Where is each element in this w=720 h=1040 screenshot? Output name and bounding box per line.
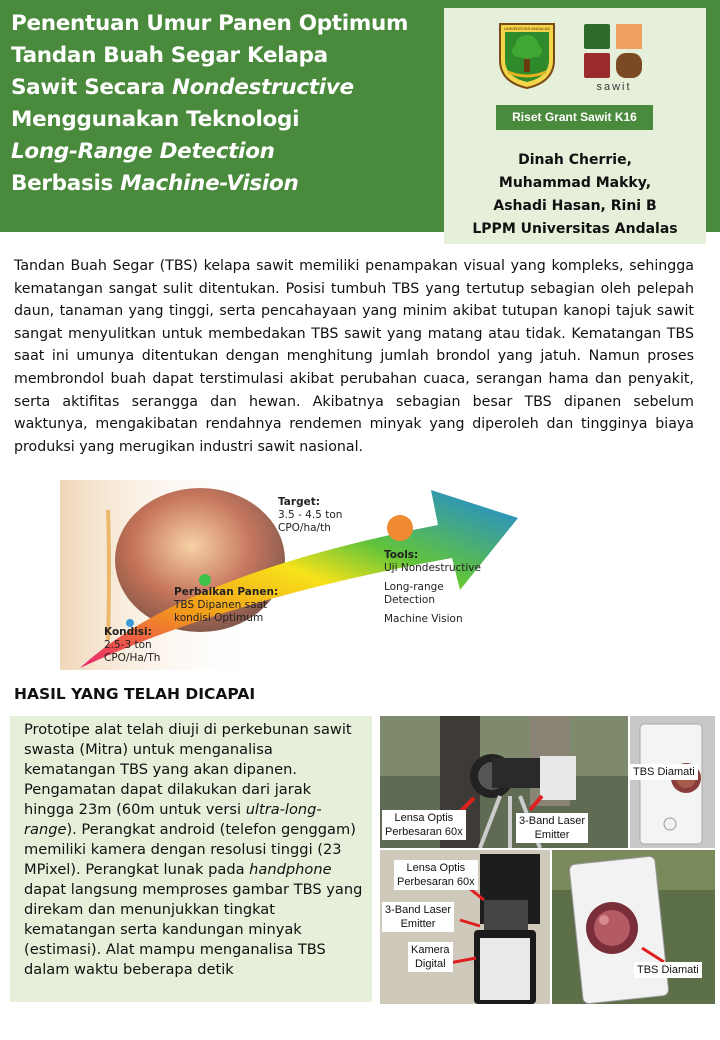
roadmap-kondisi-line-1: 2.5-3 ton (104, 639, 152, 651)
label-tbs-top: TBS Diamati (630, 764, 698, 780)
title-line-1: Penentuan Umur Panen Optimum (11, 11, 409, 36)
grant-badge: Riset Grant Sawit K16 (496, 105, 653, 130)
author-line-2: Muhammad Makky, (498, 175, 652, 191)
author-panel (444, 8, 706, 244)
roadmap-tools-line-3: Detection (384, 594, 436, 606)
label-laser-bottom-line-1: 3-Band Laser (385, 904, 452, 916)
roadmap-target-line-2: CPO/ha/th (278, 522, 331, 534)
title-line-4: Menggunakan Teknologi (11, 107, 300, 132)
roadmap-tools-line-2: Long-range (384, 581, 444, 593)
results-paragraph (24, 720, 364, 980)
photo-phone-screen-bottom (552, 850, 715, 1004)
roadmap-target-title: Target: (278, 496, 320, 508)
university-seal-logo (496, 20, 558, 90)
poster-title (11, 8, 431, 200)
section-heading-results: HASIL YANG TELAH DICAPAI (14, 685, 256, 703)
sawit-logo-text: sawit (596, 81, 632, 92)
phone-tbs-image (552, 850, 715, 1004)
results-text-em-2: handphone (249, 861, 332, 878)
label-lensa-bottom-line-2: Perbesaran 60x (397, 876, 475, 888)
roadmap-tools (384, 549, 481, 626)
roadmap-target (278, 496, 342, 535)
label-kamera-line-2: Digital (414, 958, 446, 970)
author-line-3: Ashadi Hasan, Rini B (493, 198, 657, 214)
photo-device-closeup (380, 850, 550, 1004)
roadmap-target-line-1: 3.5 - 4.5 ton (278, 509, 343, 521)
results-panel (10, 716, 372, 1002)
title-line-3-em: Nondestructive (172, 75, 354, 100)
roadmap-perbaikan (174, 586, 278, 625)
label-laser-top (516, 813, 588, 843)
roadmap-kondisi (104, 626, 160, 665)
intro-paragraph: Tandan Buah Segar (TBS) kelapa sawit memiliki penampakan visual yang kompleks, sehingga kematangan sangat sulit ditentukan. Posisi tumbuh TBS yang tertutup sebagian oleh pelepah daun, tanaman yang tinggi, serta pencahayaan yang minim akibat tutupan kanopi tajuk sawit sangat menyulitkan untuk membedakan TBS sawit yang matang atau tidak. Kematangan TBS saat ini umunya ditentukan dengan menghitung jumlah brondol yang jatuh. Namun proses membrondol buah dapat terstimulasi akibat perubahan cuaca, serangan hama dan penyakit, serta aktifitas serangga dan hewan. Akibatnya sebagian besar TBS dipanen sebelum waktunya, mengakibatan rendahnya rendemen minyak yang diperoleh dan tingginya biaya produksi yang merugikan industri sawit nasional. (14, 258, 694, 455)
label-laser-bottom (382, 902, 454, 932)
title-line-6 (11, 168, 431, 200)
label-lensa-optis-bottom (394, 860, 478, 890)
photo-phone-screen-top (630, 716, 715, 848)
roadmap-perbaikan-line-2: kondisi Optimum (174, 612, 264, 624)
title-line-2: Tandan Buah Segar Kelapa (11, 43, 328, 68)
label-lensa-top-line-2: Perbesaran 60x (385, 826, 463, 838)
label-kamera-digital (408, 942, 453, 972)
seal-lettering: UNIVERSITAS ANDALAS (504, 26, 550, 31)
roadmap-graphic (60, 480, 520, 670)
roadmap-perbaikan-title: Perbaikan Panen: (174, 586, 279, 598)
results-text-2: ). Perangkat android (telefon genggam) memiliki kamera dengan resolusi tinggi (23 MPixel). Perangkat lunak pada (24, 821, 356, 878)
title-line-6-em: Machine-Vision (120, 171, 299, 196)
stage-dot-perbaikan (199, 574, 211, 586)
roadmap-tools-line-1: Uji Nondestructive (384, 562, 481, 574)
label-laser-bottom-line-2: Emitter (400, 918, 436, 930)
author-line-1: Dinah Cherrie, (518, 152, 632, 168)
label-kamera-line-1: Kamera (411, 944, 450, 956)
stage-dot-tools (387, 515, 413, 541)
sawit-logo (582, 22, 646, 92)
title-line-3 (11, 72, 431, 104)
title-line-3-text: Sawit Secara (11, 75, 173, 100)
roadmap-tools-title: Tools: (384, 549, 419, 561)
roadmap-kondisi-title: Kondisi: (104, 626, 152, 638)
photo-field-device (380, 716, 628, 848)
results-text-em-1: ultra-long-range (24, 801, 322, 838)
label-laser-top-line-2: Emitter (534, 829, 570, 841)
results-text-3: dapat langsung memproses gambar TBS yang direkam dan menunjukkan tingkat kematangan serta kandungan minyak (estimasi). Alat mampu menganalisa TBS dalam waktu beberapa detik (24, 881, 363, 978)
photo-collage (380, 716, 715, 1004)
title-line-6-text: Berbasis (11, 171, 121, 196)
roadmap-kondisi-line-2: CPO/Ha/Th (104, 652, 161, 664)
label-lensa-bottom-line-1: Lensa Optis (406, 862, 466, 874)
roadmap-perbaikan-line-1: TBS Dipanen saat (174, 599, 268, 611)
label-lensa-optis-top (382, 810, 466, 840)
phone-screen-image (630, 716, 715, 848)
label-lensa-top-line-1: Lensa Optis (394, 812, 454, 824)
roadmap-tools-line-4: Machine Vision (384, 613, 463, 625)
results-text-1: Prototipe alat telah diuji di perkebunan sawit swasta (Mitra) untuk menganalisa kematangan TBS yang akan dipanen. Pengamatan dapat dilakukan dari jarak hingga 23m (60m untuk versi (24, 721, 352, 818)
author-list (444, 149, 706, 241)
author-affiliation: LPPM Universitas Andalas (472, 221, 678, 237)
title-line-5 (11, 136, 431, 168)
label-laser-top-line-1: 3-Band Laser (519, 815, 586, 827)
label-tbs-bottom: TBS Diamati (634, 962, 702, 978)
title-line-5-em: Long-Range Detection (11, 139, 275, 164)
